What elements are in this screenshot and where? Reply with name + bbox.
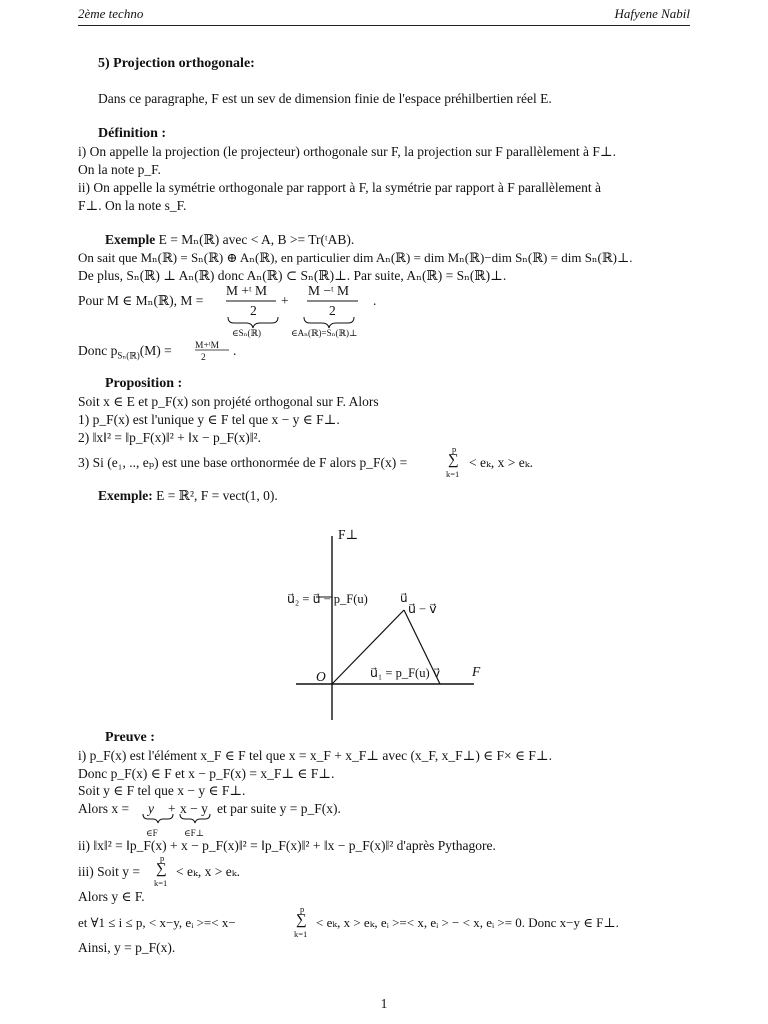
proposition-line: 1) p_F(x) est l'unique y ∈ F tel que x − y ∈ F⊥. <box>78 412 340 427</box>
intro-text: Dans ce paragraphe, F est un sev de dimension finie de l'espace préhilbertien réel E. <box>98 91 552 106</box>
section-title: 5) Projection orthogonale: <box>98 56 255 71</box>
label-u1: u⃗₁ = p_F(u) <box>370 666 430 680</box>
donc-denominator: 2 <box>201 353 206 363</box>
proof-line: Soit y ∈ F tel que x − y ∈ F⊥. <box>78 783 246 798</box>
frac2-denominator: 2 <box>329 303 336 318</box>
example1-line: On sait que Mₙ(ℝ) = Sₙ(ℝ) ⊕ Aₙ(ℝ), en particulier dim Aₙ(ℝ) = dim Mₙ(ℝ)−dim Sₙ(ℝ) = dim Sₙ(ℝ)⊥. <box>78 250 633 265</box>
donc-numerator: M+ᵗM <box>195 341 220 351</box>
alors-y: y <box>148 801 154 816</box>
proof-iii-prefix: iii) Soit y = <box>78 864 140 879</box>
example2-title: Exemple: <box>98 488 153 503</box>
sum-bottom: k=1 <box>154 878 168 888</box>
donc-prefix: Donc p <box>78 343 118 358</box>
example1-title: Exemple <box>105 232 156 247</box>
proposition-title: Proposition : <box>105 376 183 391</box>
proof-title: Preuve : <box>105 730 155 745</box>
label-u2: u⃗₂ = u⃗ − p_F(u) <box>287 592 368 606</box>
pour-prefix: Pour M ∈ Mₙ(ℝ), M = <box>78 293 204 308</box>
sum-sign: ∑ <box>448 452 459 468</box>
label-u-minus-v: u⃗ − v⃗ <box>408 602 437 616</box>
period: . <box>373 293 377 308</box>
definition-line: i) On appelle la projection (le projecteur) orthogonale sur F, la projection sur F parallèlement à F⊥. <box>78 144 616 159</box>
proposition-line: Soit x ∈ E et p_F(x) son projété orthogonal sur F. Alors <box>78 394 379 409</box>
sum-top: p <box>160 853 165 863</box>
label-o: O <box>316 669 326 684</box>
proof-et-suffix: < eₖ, x > eₖ, eᵢ >=< x, eᵢ > − < x, eᵢ >= 0. Donc x−y ∈ F⊥. <box>316 915 619 930</box>
donc-mid: (M) = <box>139 343 172 358</box>
donc-end: . <box>233 343 237 358</box>
label-fperp: F⊥ <box>338 527 359 542</box>
brace-label-f: ∈F <box>146 828 158 838</box>
frac2-numerator: M −ᵗ M <box>308 283 349 298</box>
brace-label-fperp: ∈F⊥ <box>184 828 205 838</box>
proof-et-prefix: et ∀1 ≤ i ≤ p, < x−y, eᵢ >=< x− <box>78 915 236 930</box>
proof-iii-suffix: < eₖ, x > eₖ. <box>176 864 241 879</box>
sum-top: p <box>452 444 457 454</box>
example1-line: De plus, Sₙ(ℝ) ⊥ Aₙ(ℝ) donc Aₙ(ℝ) ⊂ Sₙ(ℝ)⊥. Par suite, Aₙ(ℝ) = Sₙ(ℝ)⊥. <box>78 268 507 283</box>
plus-sign: + <box>281 293 289 308</box>
definition-title: Définition : <box>98 126 167 141</box>
proof-line: Donc p_F(x) ∈ F et x − p_F(x) = x_F⊥ ∈ F⊥. <box>78 766 335 781</box>
proposition-line: 2) ‖x‖² = ‖p_F(x)‖² + ‖x − p_F(x)‖². <box>78 430 261 445</box>
underbrace-antisymmetric <box>304 317 354 328</box>
definition-line: ii) On appelle la symétrie orthogonale par rapport à F, la symétrie par rapport à F parallèlement à <box>78 180 601 195</box>
alors-y-in-f: Alors y ∈ F. <box>78 889 145 904</box>
sum-bottom: k=1 <box>294 929 308 939</box>
alors-prefix: Alors x = <box>78 801 130 816</box>
sum-sign: ∑ <box>296 912 307 928</box>
sum-sign: ∑ <box>156 861 167 877</box>
frac1-numerator: M +ᵗ M <box>226 283 267 298</box>
proposition-line3-suffix: < eₖ, x > eₖ. <box>469 455 534 470</box>
sum-top: p <box>300 904 305 914</box>
alors-x-minus-y: x − y <box>180 801 208 816</box>
header-left: 2ème techno <box>78 6 144 21</box>
definition-line: On la note p_F. <box>78 162 161 177</box>
label-f: F <box>472 664 481 679</box>
brace2-label: ∈Aₙ(ℝ)=Sₙ(ℝ)⊥ <box>291 328 358 338</box>
alors-suffix: et par suite y = p_F(x). <box>217 801 341 816</box>
sum-bottom: k=1 <box>446 469 460 479</box>
header-right: Hafyene Nabil <box>614 6 690 21</box>
alors-plus: + <box>168 801 176 816</box>
proof-ii: ii) ‖x‖² = ‖p_F(x) + x − p_F(x)‖² = ‖p_F(x)‖² + ‖x − p_F(x)‖² d'après Pythagore. <box>78 838 496 853</box>
definition-line: F⊥. On la note s_F. <box>78 198 187 213</box>
proof-line: i) p_F(x) est l'élément x_F ∈ F tel que x = x_F + x_F⊥ avec (x_F, x_F⊥) ∈ F× ∈ F⊥. <box>78 748 552 763</box>
proof-ainsi: Ainsi, y = p_F(x). <box>78 940 176 955</box>
label-u: u⃗ <box>400 591 408 605</box>
example2-statement: E = ℝ², F = vect(1, 0). <box>156 488 278 503</box>
page-number: 1 <box>380 996 388 1011</box>
underbrace-symmetric <box>228 317 278 328</box>
donc-subscript: Sₙ(ℝ) <box>117 350 140 361</box>
proposition-line3-prefix: 3) Si (e₁, .., eₚ) est une base orthonormée de F alors p_F(x) = <box>78 455 408 470</box>
label-v: v⃗ <box>433 666 441 680</box>
frac1-denominator: 2 <box>250 303 257 318</box>
example1-statement: E = Mₙ(ℝ) avec < A, B >= Tr(ᵗAB). <box>158 232 355 247</box>
brace1-label: ∈Sₙ(ℝ) <box>232 328 262 338</box>
